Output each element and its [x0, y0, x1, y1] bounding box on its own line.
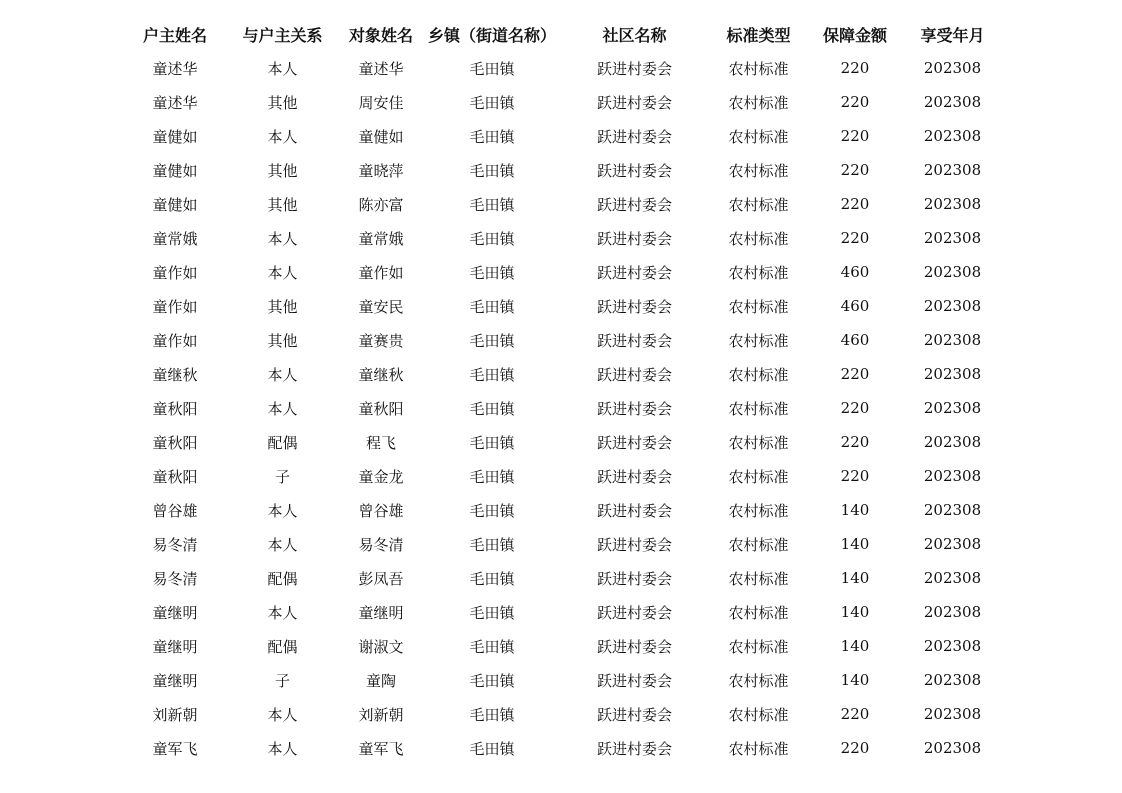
table-row	[120, 221, 1000, 255]
community-cell: 跃进村委会	[596, 263, 672, 282]
township-cell: 毛田镇	[469, 93, 515, 112]
standard-type-cell: 农村标准	[728, 501, 789, 520]
month-cell: 202308	[923, 739, 982, 757]
table-row	[120, 493, 1000, 527]
household-head-cell: 曾谷雄	[152, 501, 198, 520]
amount-cell: 220	[840, 739, 870, 757]
table-row	[120, 629, 1000, 663]
table-row	[120, 323, 1000, 357]
relationship-cell: 其他	[267, 297, 298, 316]
household-head-cell: 童作如	[152, 297, 198, 316]
relationship-cell: 本人	[267, 59, 298, 78]
standard-type-cell: 农村标准	[728, 93, 789, 112]
standard-type-cell: 农村标准	[728, 637, 789, 656]
standard-type-cell: 农村标准	[728, 229, 789, 248]
relationship-cell: 配偶	[267, 433, 298, 452]
table-row	[120, 697, 1000, 731]
township-cell: 毛田镇	[469, 467, 515, 486]
table-row	[120, 527, 1000, 561]
township-cell: 毛田镇	[469, 501, 515, 520]
community-cell: 跃进村委会	[596, 161, 672, 180]
community-cell: 跃进村委会	[596, 59, 672, 78]
month-cell: 202308	[923, 297, 982, 315]
standard-type-cell: 农村标准	[728, 467, 789, 486]
header-standard-type: 标准类型	[726, 25, 791, 45]
amount-cell: 220	[840, 59, 870, 77]
standard-type-cell: 农村标准	[728, 399, 789, 418]
amount-cell: 140	[840, 501, 870, 519]
amount-cell: 140	[840, 603, 870, 621]
household-head-cell: 童常娥	[152, 229, 198, 248]
township-cell: 毛田镇	[469, 127, 515, 146]
recipient-name-cell: 童作如	[358, 263, 404, 282]
township-cell: 毛田镇	[469, 569, 515, 588]
community-cell: 跃进村委会	[596, 467, 672, 486]
table-row	[120, 731, 1000, 765]
table-row	[120, 459, 1000, 493]
month-cell: 202308	[923, 705, 982, 723]
household-head-cell: 童继明	[152, 637, 198, 656]
header-relationship: 与户主关系	[242, 25, 323, 45]
household-head-cell: 易冬清	[152, 535, 198, 554]
community-cell: 跃进村委会	[596, 399, 672, 418]
header-community: 社区名称	[602, 25, 667, 45]
standard-type-cell: 农村标准	[728, 603, 789, 622]
standard-type-cell: 农村标准	[728, 671, 789, 690]
household-head-cell: 刘新朝	[152, 705, 198, 724]
table-row	[120, 289, 1000, 323]
recipient-name-cell: 程飞	[365, 433, 396, 452]
township-cell: 毛田镇	[469, 297, 515, 316]
township-cell: 毛田镇	[469, 59, 515, 78]
amount-cell: 220	[840, 467, 870, 485]
recipient-name-cell: 童继明	[358, 603, 404, 622]
amount-cell: 140	[840, 637, 870, 655]
standard-type-cell: 农村标准	[728, 535, 789, 554]
community-cell: 跃进村委会	[596, 535, 672, 554]
standard-type-cell: 农村标准	[728, 739, 789, 758]
amount-cell: 140	[840, 535, 870, 553]
recipient-name-cell: 曾谷雄	[358, 501, 404, 520]
recipient-name-cell: 童军飞	[358, 739, 404, 758]
table-row	[120, 595, 1000, 629]
household-head-cell: 童健如	[152, 161, 198, 180]
amount-cell: 460	[840, 331, 870, 349]
amount-cell: 460	[840, 263, 870, 281]
recipient-name-cell: 童安民	[358, 297, 404, 316]
household-head-cell: 童军飞	[152, 739, 198, 758]
header-month: 享受年月	[920, 25, 985, 45]
household-head-cell: 童继明	[152, 671, 198, 690]
household-head-cell: 童秋阳	[152, 433, 198, 452]
document-page	[120, 17, 1000, 765]
township-cell: 毛田镇	[469, 229, 515, 248]
month-cell: 202308	[923, 127, 982, 145]
household-head-cell: 童作如	[152, 331, 198, 350]
month-cell: 202308	[923, 365, 982, 383]
table-row	[120, 391, 1000, 425]
month-cell: 202308	[923, 467, 982, 485]
month-cell: 202308	[923, 59, 982, 77]
township-cell: 毛田镇	[469, 161, 515, 180]
standard-type-cell: 农村标准	[728, 297, 789, 316]
recipient-name-cell: 童晓萍	[358, 161, 404, 180]
relationship-cell: 本人	[267, 705, 298, 724]
month-cell: 202308	[923, 229, 982, 247]
month-cell: 202308	[923, 569, 982, 587]
township-cell: 毛田镇	[469, 535, 515, 554]
community-cell: 跃进村委会	[596, 637, 672, 656]
community-cell: 跃进村委会	[596, 195, 672, 214]
community-cell: 跃进村委会	[596, 93, 672, 112]
standard-type-cell: 农村标准	[728, 195, 789, 214]
table-row	[120, 663, 1000, 697]
township-cell: 毛田镇	[469, 433, 515, 452]
table-row	[120, 119, 1000, 153]
household-head-cell: 童继秋	[152, 365, 198, 384]
standard-type-cell: 农村标准	[728, 161, 789, 180]
amount-cell: 220	[840, 195, 870, 213]
table-body	[120, 51, 1000, 765]
township-cell: 毛田镇	[469, 637, 515, 656]
relationship-cell: 本人	[267, 501, 298, 520]
community-cell: 跃进村委会	[596, 739, 672, 758]
township-cell: 毛田镇	[469, 603, 515, 622]
relationship-cell: 配偶	[267, 569, 298, 588]
township-cell: 毛田镇	[469, 195, 515, 214]
standard-type-cell: 农村标准	[728, 365, 789, 384]
recipient-name-cell: 彭凤吾	[358, 569, 404, 588]
household-head-cell: 童述华	[152, 59, 198, 78]
table-row	[120, 425, 1000, 459]
beneficiary-table	[120, 17, 1000, 765]
recipient-name-cell: 童秋阳	[358, 399, 404, 418]
relationship-cell: 其他	[267, 93, 298, 112]
relationship-cell: 本人	[267, 229, 298, 248]
recipient-name-cell: 易冬清	[358, 535, 404, 554]
household-head-cell: 易冬清	[152, 569, 198, 588]
header-recipient-name: 对象姓名	[348, 25, 413, 45]
table-row	[120, 187, 1000, 221]
amount-cell: 220	[840, 433, 870, 451]
relationship-cell: 子	[274, 671, 290, 690]
month-cell: 202308	[923, 671, 982, 689]
household-head-cell: 童继明	[152, 603, 198, 622]
community-cell: 跃进村委会	[596, 365, 672, 384]
township-cell: 毛田镇	[469, 705, 515, 724]
month-cell: 202308	[923, 331, 982, 349]
relationship-cell: 其他	[267, 161, 298, 180]
standard-type-cell: 农村标准	[728, 263, 789, 282]
table-row	[120, 357, 1000, 391]
household-head-cell: 童述华	[152, 93, 198, 112]
recipient-name-cell: 童赛贵	[358, 331, 404, 350]
header-household-head: 户主姓名	[142, 25, 207, 45]
standard-type-cell: 农村标准	[728, 705, 789, 724]
table-row	[120, 85, 1000, 119]
township-cell: 毛田镇	[469, 399, 515, 418]
recipient-name-cell: 刘新朝	[358, 705, 404, 724]
relationship-cell: 配偶	[267, 637, 298, 656]
community-cell: 跃进村委会	[596, 705, 672, 724]
township-cell: 毛田镇	[469, 331, 515, 350]
recipient-name-cell: 童金龙	[358, 467, 404, 486]
community-cell: 跃进村委会	[596, 433, 672, 452]
standard-type-cell: 农村标准	[728, 59, 789, 78]
relationship-cell: 本人	[267, 603, 298, 622]
relationship-cell: 本人	[267, 365, 298, 384]
month-cell: 202308	[923, 399, 982, 417]
standard-type-cell: 农村标准	[728, 127, 789, 146]
recipient-name-cell: 谢淑文	[358, 637, 404, 656]
recipient-name-cell: 童健如	[358, 127, 404, 146]
community-cell: 跃进村委会	[596, 501, 672, 520]
household-head-cell: 童秋阳	[152, 467, 198, 486]
recipient-name-cell: 童陶	[365, 671, 396, 690]
relationship-cell: 其他	[267, 195, 298, 214]
standard-type-cell: 农村标准	[728, 433, 789, 452]
standard-type-cell: 农村标准	[728, 331, 789, 350]
month-cell: 202308	[923, 603, 982, 621]
amount-cell: 220	[840, 705, 870, 723]
amount-cell: 140	[840, 569, 870, 587]
amount-cell: 220	[840, 93, 870, 111]
month-cell: 202308	[923, 535, 982, 553]
recipient-name-cell: 童述华	[358, 59, 404, 78]
community-cell: 跃进村委会	[596, 229, 672, 248]
header-township: 乡镇（街道名称）	[427, 25, 556, 45]
table-header-row	[120, 17, 1000, 51]
amount-cell: 220	[840, 399, 870, 417]
relationship-cell: 本人	[267, 127, 298, 146]
month-cell: 202308	[923, 433, 982, 451]
township-cell: 毛田镇	[469, 671, 515, 690]
relationship-cell: 子	[274, 467, 290, 486]
recipient-name-cell: 童继秋	[358, 365, 404, 384]
amount-cell: 220	[840, 161, 870, 179]
header-amount: 保障金额	[822, 25, 887, 45]
recipient-name-cell: 周安佳	[358, 93, 404, 112]
household-head-cell: 童健如	[152, 195, 198, 214]
township-cell: 毛田镇	[469, 739, 515, 758]
standard-type-cell: 农村标准	[728, 569, 789, 588]
table-row	[120, 255, 1000, 289]
household-head-cell: 童健如	[152, 127, 198, 146]
month-cell: 202308	[923, 501, 982, 519]
table-row	[120, 153, 1000, 187]
amount-cell: 220	[840, 365, 870, 383]
township-cell: 毛田镇	[469, 365, 515, 384]
household-head-cell: 童作如	[152, 263, 198, 282]
relationship-cell: 本人	[267, 739, 298, 758]
month-cell: 202308	[923, 263, 982, 281]
table-row	[120, 51, 1000, 85]
township-cell: 毛田镇	[469, 263, 515, 282]
community-cell: 跃进村委会	[596, 297, 672, 316]
amount-cell: 220	[840, 127, 870, 145]
recipient-name-cell: 童常娥	[358, 229, 404, 248]
relationship-cell: 本人	[267, 263, 298, 282]
community-cell: 跃进村委会	[596, 331, 672, 350]
amount-cell: 220	[840, 229, 870, 247]
table-row	[120, 561, 1000, 595]
relationship-cell: 本人	[267, 535, 298, 554]
amount-cell: 140	[840, 671, 870, 689]
relationship-cell: 本人	[267, 399, 298, 418]
household-head-cell: 童秋阳	[152, 399, 198, 418]
community-cell: 跃进村委会	[596, 569, 672, 588]
community-cell: 跃进村委会	[596, 671, 672, 690]
month-cell: 202308	[923, 161, 982, 179]
relationship-cell: 其他	[267, 331, 298, 350]
month-cell: 202308	[923, 93, 982, 111]
month-cell: 202308	[923, 195, 982, 213]
amount-cell: 460	[840, 297, 870, 315]
community-cell: 跃进村委会	[596, 603, 672, 622]
recipient-name-cell: 陈亦富	[358, 195, 404, 214]
community-cell: 跃进村委会	[596, 127, 672, 146]
month-cell: 202308	[923, 637, 982, 655]
